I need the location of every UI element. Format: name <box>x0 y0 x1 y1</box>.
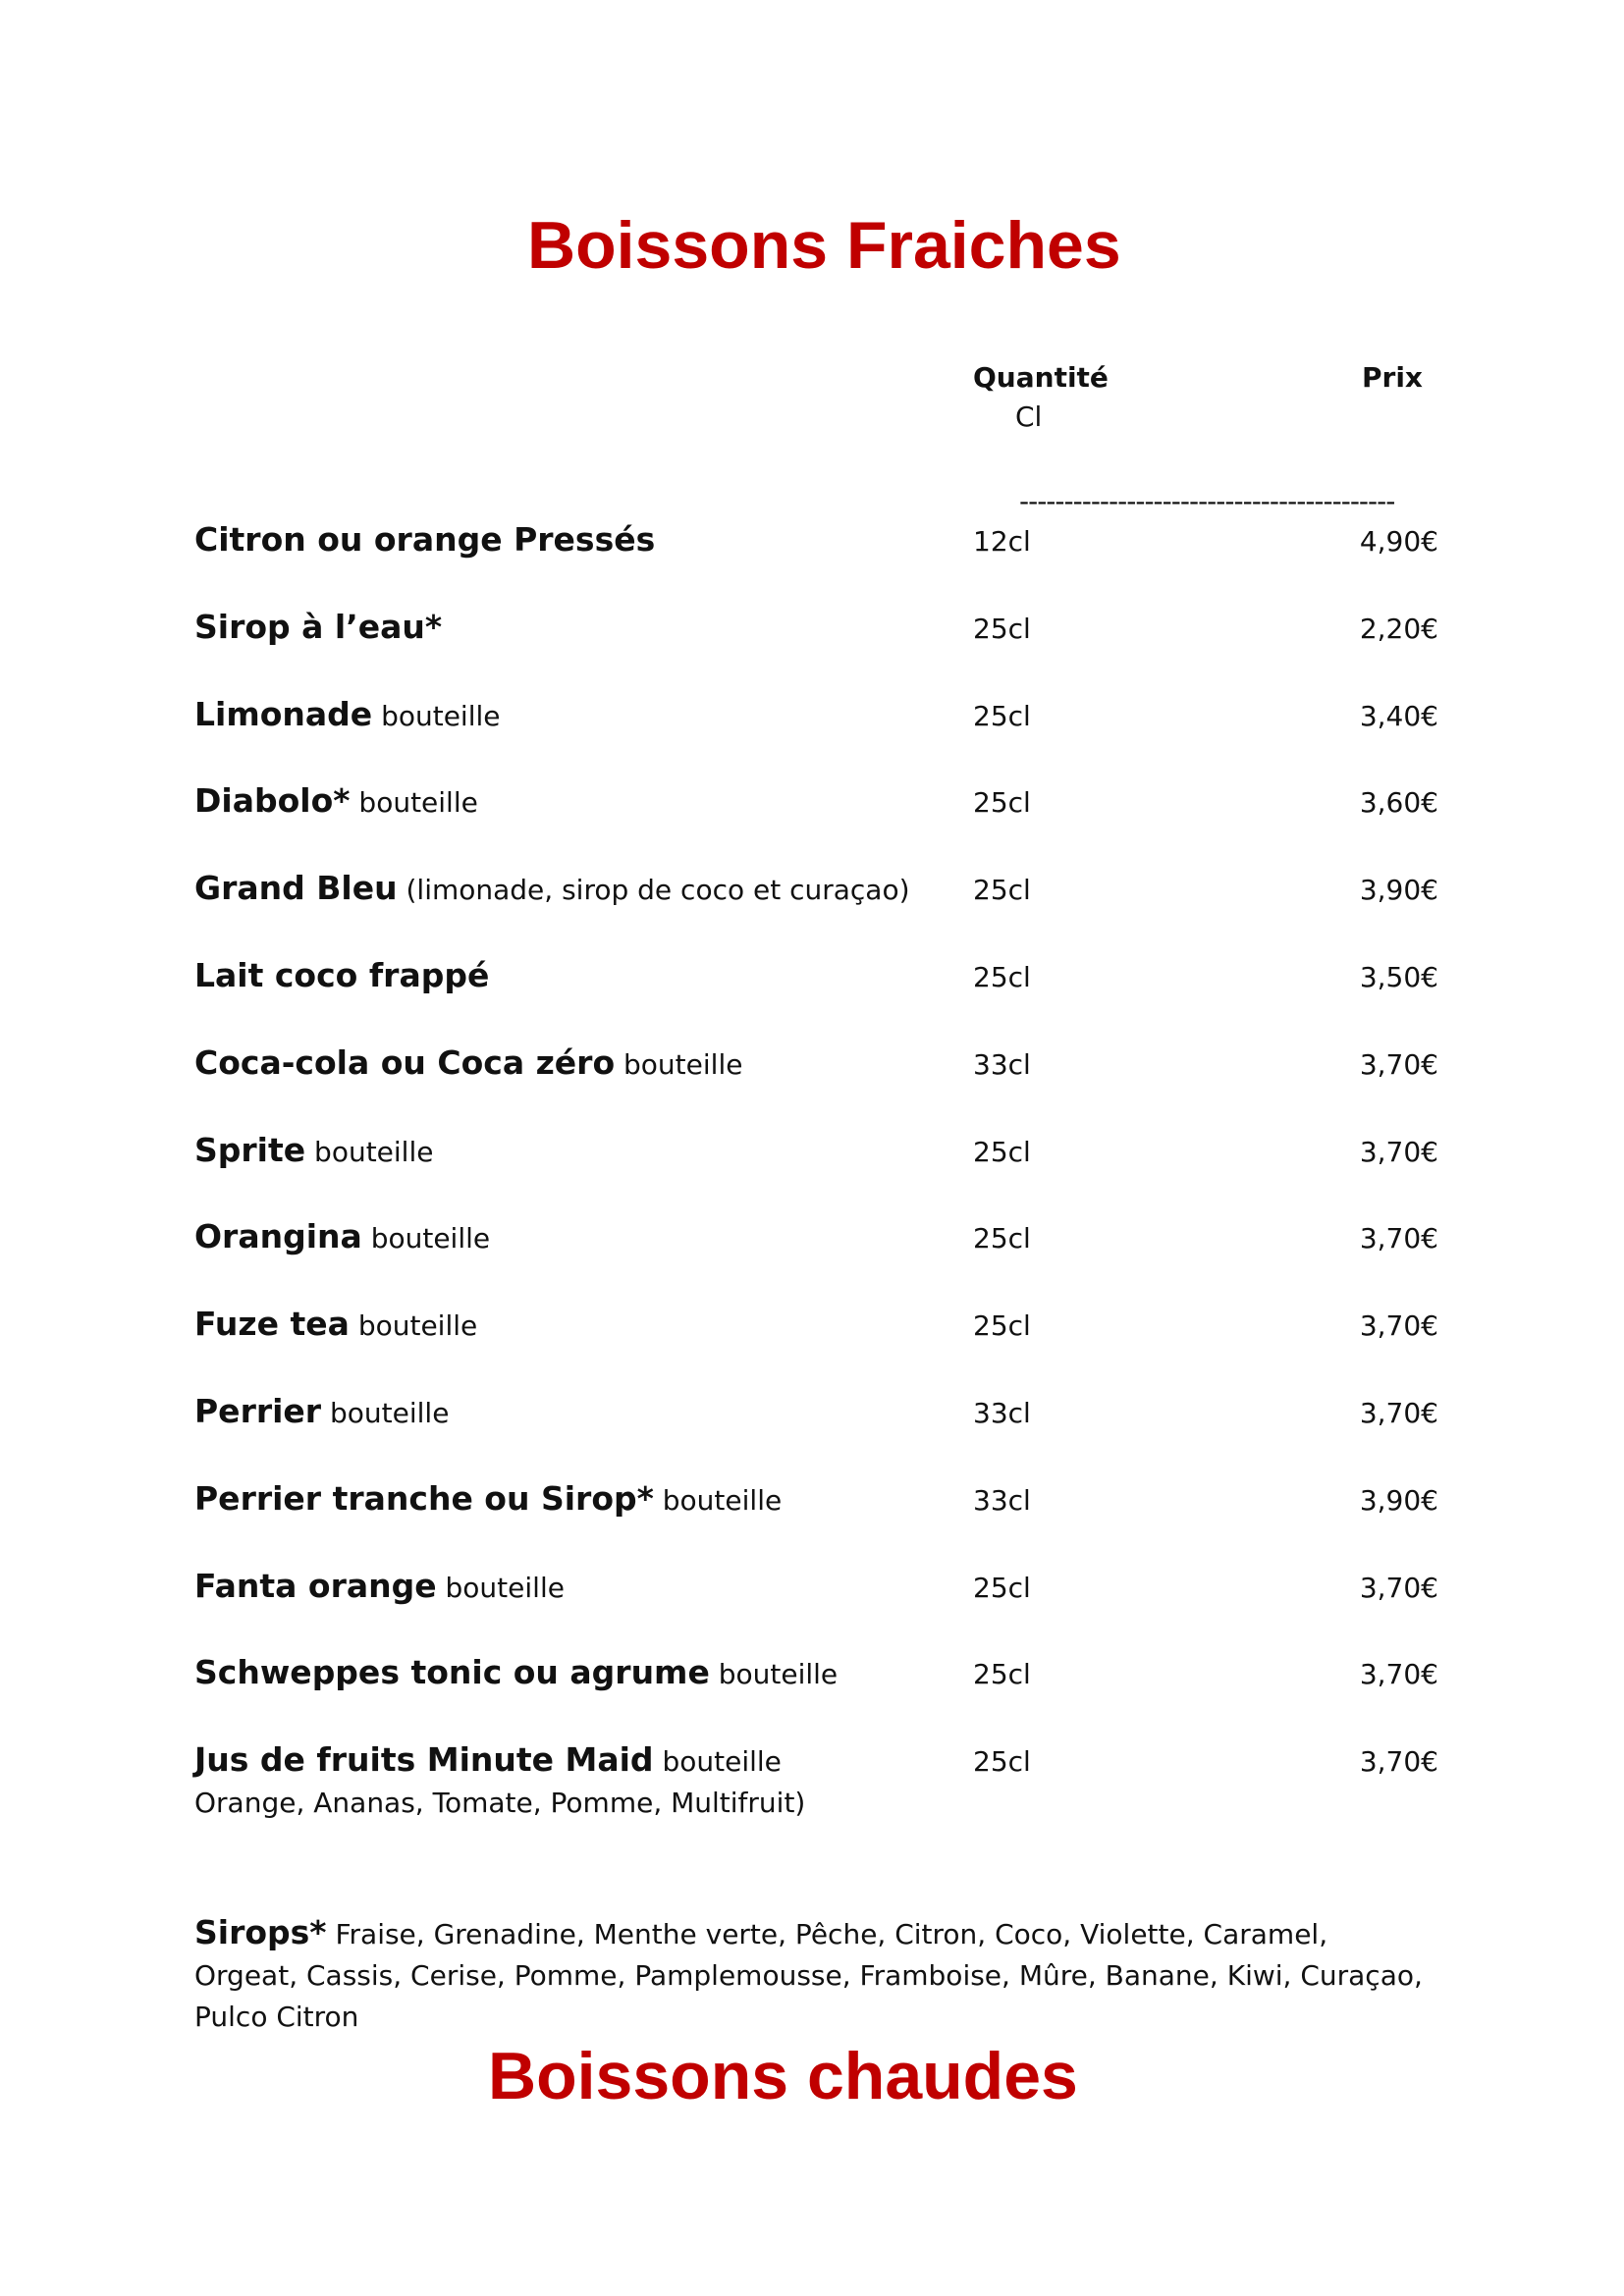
drink-quantity: 33cl <box>973 1047 1031 1081</box>
menu-row <box>0 608 1624 667</box>
drink-name: Perrier <box>194 1392 322 1430</box>
menu-row <box>0 1479 1624 1538</box>
drink-name: Diabolo* <box>194 781 351 821</box>
drink-price: 3,70€ <box>1359 1135 1438 1168</box>
section-title-cold-drinks: Boissons Fraiches <box>527 208 1121 283</box>
drink-detail: bouteille <box>370 1222 491 1255</box>
drink-price: 3,70€ <box>1359 1309 1438 1343</box>
drink-price: 3,70€ <box>1359 1571 1438 1604</box>
drink-description <box>194 1305 477 1346</box>
column-header-price: Prix <box>1362 361 1423 394</box>
drink-description <box>194 1653 838 1694</box>
menu-row <box>0 1567 1624 1626</box>
drink-description <box>194 1217 490 1258</box>
drink-description <box>194 608 442 649</box>
drink-price: 4,90€ <box>1359 525 1438 558</box>
menu-row <box>0 1653 1624 1712</box>
drink-quantity: 25cl <box>973 1135 1031 1168</box>
drink-description <box>194 1740 782 1782</box>
menu-row <box>0 781 1624 840</box>
drink-name: Fanta orange <box>194 1566 437 1605</box>
drink-name: Sprite <box>194 1130 306 1169</box>
sirops-label: Sirops* <box>194 1913 327 1951</box>
drink-detail: bouteille <box>445 1571 565 1604</box>
drink-price: 3,70€ <box>1359 1222 1438 1255</box>
drink-description <box>194 1479 782 1521</box>
drink-detail: bouteille <box>662 1745 782 1779</box>
drink-name: Orangina <box>194 1217 362 1256</box>
drink-name: Perrier tranche ou Sirop* <box>194 1478 654 1518</box>
drink-detail: bouteille <box>662 1483 783 1517</box>
drink-quantity: 25cl <box>973 1309 1031 1343</box>
section-title-hot-drinks: Boissons chaudes <box>488 2039 1078 2113</box>
drink-description <box>194 1392 449 1433</box>
drink-detail: bouteille <box>718 1658 839 1691</box>
drink-detail: (limonade, sirop de coco et curaçao) <box>406 874 910 907</box>
drink-name: Grand Bleu <box>194 869 398 908</box>
menu-row <box>0 695 1624 754</box>
drink-description <box>194 1043 742 1085</box>
menu-row <box>0 520 1624 579</box>
drink-price: 3,70€ <box>1359 1397 1438 1429</box>
column-header-quantity: Quantité <box>973 361 1109 394</box>
drink-quantity: 25cl <box>973 699 1031 732</box>
sirops-flavours: Fraise, Grenadine, Menthe verte, Pêche, Citron, Coco, Violette, Caramel, Orgeat, Cassis, Cerise, Pomme, Pamplemousse, Framboise, Mûre, Banane, Kiwi, Curaçao, Pulco Citron <box>194 1918 1423 2033</box>
drink-description <box>194 695 501 736</box>
drink-quantity: 33cl <box>973 1483 1031 1517</box>
drink-name: Sirop à l’eau* <box>194 607 443 646</box>
drink-detail: bouteille <box>381 699 501 732</box>
menu-row <box>0 1131 1624 1190</box>
drink-quantity: 12cl <box>973 525 1031 558</box>
drink-quantity: 25cl <box>973 961 1031 993</box>
drink-varieties: Orange, Ananas, Tomate, Pomme, Multifruit) <box>194 1787 806 1820</box>
drink-description <box>194 1131 433 1172</box>
drink-detail: bouteille <box>314 1135 434 1168</box>
drink-name: Lait coco frappé <box>194 956 490 994</box>
menu-row <box>0 1392 1624 1451</box>
drink-name: Jus de fruits Minute Maid <box>194 1740 654 1780</box>
drink-detail: bouteille <box>357 1309 478 1343</box>
drink-detail: bouteille <box>623 1047 743 1081</box>
menu-row <box>0 956 1624 1015</box>
drink-detail: bouteille <box>330 1397 450 1429</box>
menu-row <box>0 1305 1624 1363</box>
drink-description <box>194 869 910 910</box>
column-header-quantity-unit: Cl <box>1015 400 1043 433</box>
column-separator-line: ------------------------------------------ <box>1019 485 1395 517</box>
drink-price: 3,70€ <box>1359 1745 1438 1779</box>
drink-description <box>194 520 655 561</box>
drink-price: 3,90€ <box>1359 874 1438 907</box>
drink-price: 3,90€ <box>1359 1483 1438 1517</box>
menu-row <box>0 1043 1624 1102</box>
drink-description <box>194 956 489 997</box>
drink-description <box>194 781 478 823</box>
drink-quantity: 25cl <box>973 612 1031 645</box>
drink-name: Limonade <box>194 694 373 733</box>
drink-name: Coca-cola ou Coca zéro <box>194 1042 616 1082</box>
drink-quantity: 25cl <box>973 874 1031 907</box>
menu-row <box>0 869 1624 928</box>
drink-name: Fuze tea <box>194 1305 350 1344</box>
drink-quantity: 33cl <box>973 1397 1031 1429</box>
drink-name: Schweppes tonic ou agrume <box>194 1653 710 1692</box>
menu-row <box>0 1740 1624 1820</box>
drink-quantity: 25cl <box>973 1571 1031 1604</box>
drink-name: Citron ou orange Pressés <box>194 520 656 559</box>
drink-price: 3,70€ <box>1359 1047 1438 1081</box>
drink-price: 3,40€ <box>1359 699 1438 732</box>
drink-quantity: 25cl <box>973 1745 1031 1779</box>
drink-description <box>194 1567 565 1608</box>
drink-quantity: 25cl <box>973 1222 1031 1255</box>
menu-row <box>0 1217 1624 1276</box>
drink-detail: bouteille <box>358 786 478 820</box>
drink-price: 3,60€ <box>1359 786 1438 820</box>
drink-price: 2,20€ <box>1359 612 1438 645</box>
drink-quantity: 25cl <box>973 786 1031 820</box>
drink-quantity: 25cl <box>973 1658 1031 1691</box>
drink-price: 3,50€ <box>1359 961 1438 993</box>
drink-price: 3,70€ <box>1359 1658 1438 1691</box>
sirops-note <box>194 1912 1432 2038</box>
